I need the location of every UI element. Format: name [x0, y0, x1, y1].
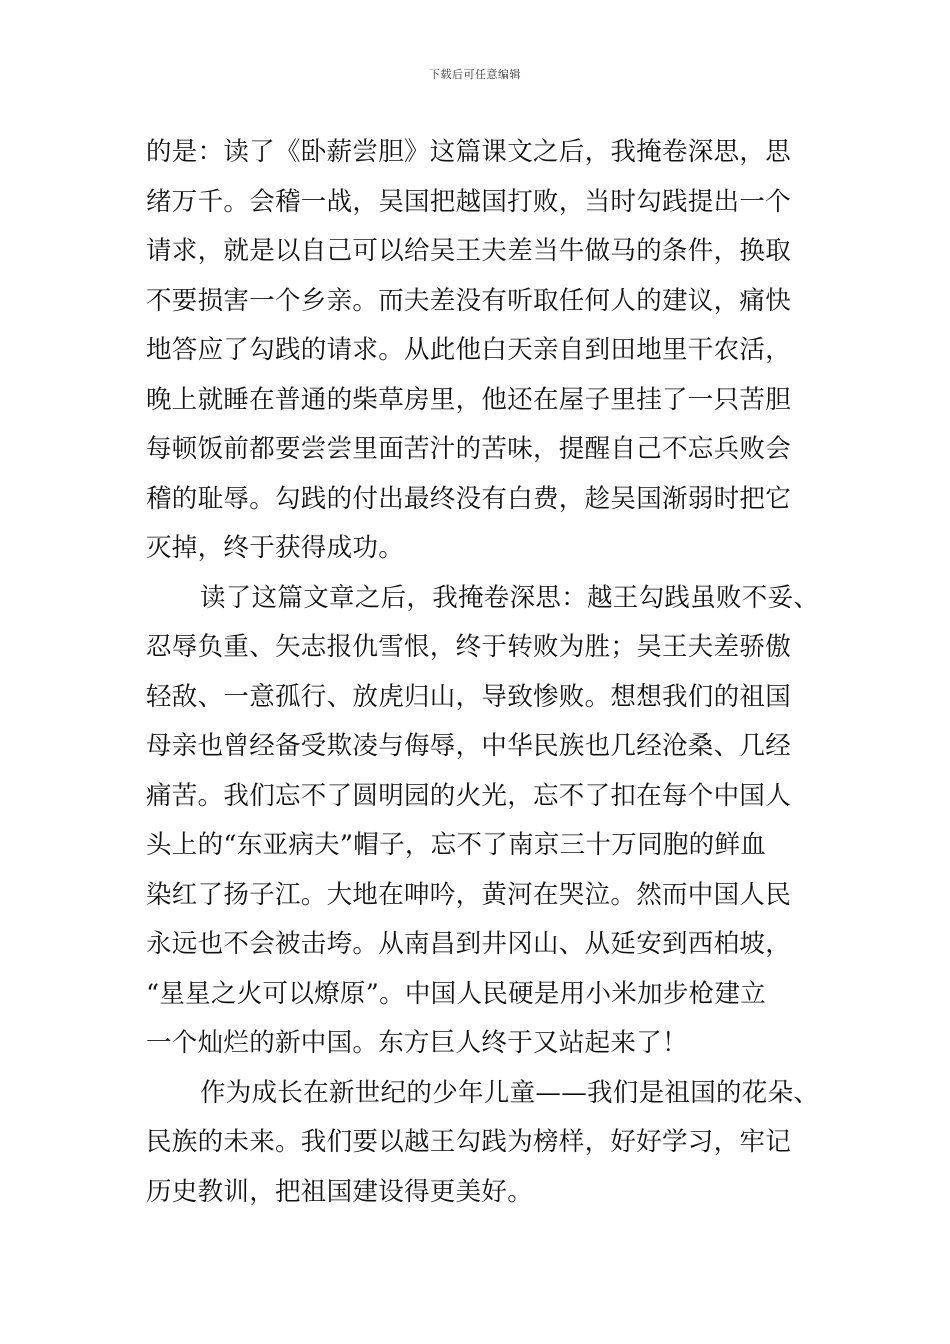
text-line: 稽的耻辱。勾践的付出最终没有白费，趁吴国渐弱时把它 — [146, 483, 792, 514]
text-line: 灭掉，终于获得成功。 — [146, 533, 405, 563]
paragraph-3 — [146, 1069, 826, 1218]
text-line: 一个灿烂的新中国。东方巨人终于又站起来了！ — [146, 1028, 688, 1058]
text-line: 地答应了勾践的请求。从此他白天亲自到田地里干农活， — [146, 335, 792, 365]
paragraph-2 — [146, 574, 826, 1069]
text-line: 读了这篇文章之后，我掩卷深思：越王勾践虽败不妥、 — [200, 582, 820, 613]
text-line: 轻敌、一意孤行、放虎归山，导致惨败。想想我们的祖国 — [146, 681, 792, 712]
text-line: 忍辱负重、矢志报仇雪恨，终于转败为胜；吴王夫差骄傲 — [146, 632, 792, 662]
text-line: 母亲也曾经备受欺凌与侮辱，中华民族也几经沧桑、几经 — [146, 731, 792, 761]
document-body — [146, 128, 826, 1217]
paragraph-1 — [146, 128, 826, 574]
text-line: 头上的“东亚病夫”帽子，忘不了南京三十万同胞的鲜血 — [146, 830, 767, 860]
text-line: 的是：读了《卧薪尝胆》这篇课文之后，我掩卷深思，思 — [146, 137, 792, 167]
text-line: 染红了扬子江。大地在呻吟，黄河在哭泣。然而中国人民 — [146, 879, 792, 910]
text-line: 每顿饭前都要尝尝里面苦汁的苦味，提醒自己不忘兵败会 — [146, 434, 792, 464]
text-line: 不要损害一个乡亲。而夫差没有听取任何人的建议，痛快 — [146, 285, 792, 316]
text-line: 绪万千。会稽一战，吴国把越国打败，当时勾践提出一个 — [146, 186, 792, 217]
text-line: “星星之火可以燎原”。中国人民硬是用小米加步枪建立 — [146, 978, 767, 1009]
text-line: 历史教训，把祖国建设得更美好。 — [146, 1176, 534, 1207]
text-line: 民族的未来。我们要以越王勾践为榜样，好好学习，牢记 — [146, 1127, 792, 1157]
page-header: 下载后可任意编辑 — [429, 68, 521, 81]
text-line: 作为成长在新世纪的少年儿童——我们是祖国的花朵、 — [200, 1077, 820, 1108]
text-line: 永远也不会被击垮。从南昌到井冈山、从延安到西柏坡， — [146, 929, 792, 959]
text-line: 痛苦。我们忘不了圆明园的火光，忘不了扣在每个中国人 — [146, 780, 792, 811]
text-line: 晚上就睡在普通的柴草房里，他还在屋子里挂了一只苦胆 — [146, 384, 792, 415]
text-line: 请求，就是以自己可以给吴王夫差当牛做马的条件，换取 — [146, 236, 792, 266]
